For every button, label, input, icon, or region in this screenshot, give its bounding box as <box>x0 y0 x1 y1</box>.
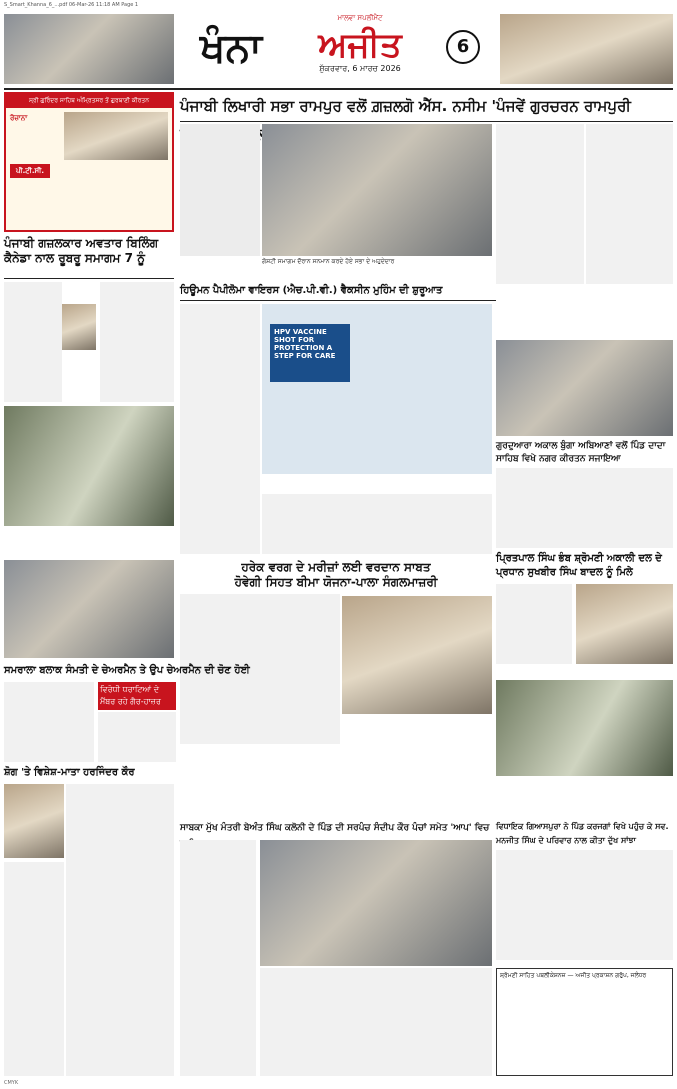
billing-headline: ਪੰਜਾਬੀ ਗਜ਼ਲਕਾਰ ਅਵਤਾਰ ਬਿਲਿੰਗ ਕੈਨੇਡਾ ਨਾਲ ਰੂਬਰੂ ਸਮਾਗਮ 7 ਨੂੰ <box>4 236 159 265</box>
hpv-rule <box>180 300 496 301</box>
masthead-right-photo <box>500 14 673 84</box>
pritpal-headline: ਪ੍ਰਿਤਪਾਲ ਸਿੰਘ ਭੰਬ ਸ਼੍ਰੋਮਣੀ ਅਕਾਲੀ ਦਲ ਦੇ ਪ੍ਰਧਾਨ ਸੁਖਬੀਰ ਸਿੰਘ ਬਾਦਲ ਨੂੰ ਮਿਲੇ <box>496 553 662 578</box>
pritpal-body <box>496 584 572 664</box>
ad-label: ਪੀ.ਟੀ.ਸੀ. <box>10 164 50 178</box>
main-article-col-4 <box>586 124 673 284</box>
samrala-red-box: ਵਿਰੋਧੀ ਧਰਾਟਿਆਂ ਦੇ ਮੈਂਬਰ ਰਹੇ ਗੈਰ-ਹਾਜ਼ਰ <box>98 682 176 710</box>
left-group-photo-2 <box>4 560 174 658</box>
obituary-headline: ਸ਼ੋਗ 'ਤੇ ਵਿਸ਼ੇਸ਼-ਮਾਤਾ ਹਰਜਿੰਦਰ ਕੌਰ <box>4 767 135 778</box>
billing-col-1 <box>4 282 62 402</box>
left-photo-caption <box>4 528 174 556</box>
left-group-photo <box>4 406 174 526</box>
billing-col-2 <box>100 282 174 402</box>
billing-portrait <box>62 304 96 350</box>
masthead-small-label: ਮਾਲਵਾ ਸਪਲੀਮੈਂਟ <box>337 14 383 22</box>
file-info-strip: S_Smart_Khanna_6_...pdf 06-Mar-26 11:18 AM Page 1 <box>4 2 139 8</box>
main-article-photo <box>262 124 492 256</box>
mla-headline <box>496 820 673 848</box>
gurdwara-headline: ਗੁਰਦੁਆਰਾ ਅਕਾਲ ਬੁੰਗਾ ਅਬਿਆਣਾਂ ਵਲੋਂ ਪਿੰਡ ਦਾਦਾ ਸਾਹਿਬ ਵਿਖੇ ਨਗਰ ਕੀਰਤਨ ਸਜਾਇਆ <box>496 441 666 464</box>
ad-body <box>10 182 168 226</box>
hpv-banner: HPV VACCINE SHOT FOR PROTECTION A STEP FOR CARE <box>270 324 350 382</box>
masthead-city-title: ਖੰਨਾ <box>200 25 262 71</box>
footer-box: ਸ਼੍ਰੋਮਣੀ ਸਾਹਿਤ ਪਬਲੀਕੇਸ਼ਨਜ਼ — ਅਜੀਤ ਪ੍ਰਕਾਸ਼ਨ ਗਰੁੱਪ, ਜਲੰਧਰ <box>496 968 673 1076</box>
ptc-ad-box <box>4 92 174 232</box>
bottom-strip: CMYK <box>4 1080 19 1086</box>
samrala-headline: ਸਮਰਾਲਾ ਬਲਾਕ ਸੰਮਤੀ ਦੇ ਚੇਅਰਮੈਨ ਤੇ ਉਪ ਚੇਅਰਮੈਨ ਦੀ ਚੋਣ ਹੋਈ <box>4 665 250 676</box>
obituary-body <box>66 784 174 1076</box>
samrala-col-2 <box>98 712 176 762</box>
insurance-photo <box>342 596 492 714</box>
pritpal-photo-2 <box>496 680 673 776</box>
hpv-headline: ਹਿਊਮਨ ਪੈਪੀਲੋਮਾ ਵਾਇਰਸ (ਐਚ.ਪੀ.ਵੀ.) ਵੈਕਸੀਨ ਮੁਹਿੰਮ ਦੀ ਸ਼ੁਰੂਆਤ <box>180 285 443 296</box>
hpv-col-1 <box>180 304 260 554</box>
gurdwara-body <box>496 468 673 548</box>
ad-title: ਸ੍ਰੀ ਗੁਰਿੰਦਰ ਸਾਹਿਬ ਅੰਮ੍ਰਿਤਸਰ ਤੋਂ ਗੁਰਬਾਣੀ ਕੀਰਤਨ <box>6 94 172 108</box>
aap-headline: ਸਾਬਕਾ ਮੁੱਖ ਮੰਤਰੀ ਬੇਅੰਤ ਸਿੰਘ ਕਲੋਨੀ ਦੇ ਪਿੰਡ ਦੀ ਸਰਪੰਚ ਸੰਦੀਪ ਕੌਰ ਪੰਚਾਂ ਸਮੇਤ 'ਆਪ' ਵਿਚ <box>180 823 490 833</box>
hpv-caption <box>262 476 492 492</box>
main-headline-rule <box>180 121 673 122</box>
right-event-photo <box>496 340 673 436</box>
aap-photo <box>260 840 492 966</box>
insurance-headline-line2: ਹੋਵੇਗੀ ਸਿਹਤ ਬੀਮਾ ਯੋਜਨਾ-ਪਾਲਾ ਸੰਗਲਮਾਜ਼ਰੀ <box>234 575 438 589</box>
main-article-col-1 <box>180 124 260 256</box>
masthead-rule <box>4 88 673 90</box>
masthead-brand: ਅਜੀਤ <box>318 25 402 65</box>
main-photo-caption: ਗੋਸ਼ਟੀ ਸਮਾਗਮ ਦੌਰਾਨ ਸਨਮਾਨ ਕਰਦੇ ਹੋਏ ਸਭਾ ਦੇ ਅਹੁਦੇਦਾਰ <box>262 258 395 265</box>
insurance-caption <box>342 716 492 746</box>
main-article-col-3 <box>496 124 584 284</box>
insurance-headline <box>180 560 492 590</box>
ad-line: ਰੋਜ਼ਾਨਾ <box>10 114 28 122</box>
golden-temple-photo <box>64 112 168 160</box>
aap-body <box>260 968 492 1076</box>
page-number-badge: 6 <box>446 30 480 64</box>
hpv-photo <box>262 304 492 474</box>
samrala-col-1 <box>4 682 94 762</box>
masthead-date: ਸ਼ੁੱਕਰਵਾਰ, 6 ਮਾਰਚ 2026 <box>319 64 401 73</box>
mla-headline-line2: ਮਨਜੀਤ ਸਿੰਘ ਦੇ ਪਰਿਵਾਰ ਨਾਲ ਕੀਤਾ ਦੁੱਖ ਸਾਂਝਾ <box>496 836 636 845</box>
aap-col-1 <box>180 840 256 1076</box>
mla-body <box>496 850 673 960</box>
billing-rule <box>4 278 174 279</box>
obituary-portrait <box>4 784 64 858</box>
main-headline: ਪੰਜਾਬੀ ਲਿਖਾਰੀ ਸਭਾ ਰਾਮਪੁਰ ਵਲੋਂ ਗ਼ਜ਼ਲਗੋ ਐੱਸ. ਨਸੀਮ 'ਪੰਜਵੇਂ ਗੁਰਚਰਨ ਰਾਮਪੁਰੀ <box>180 97 631 115</box>
insurance-headline-line1: ਹਰੇਕ ਵਰਗ ਦੇ ਮਰੀਜ਼ਾਂ ਲਈ ਵਰਦਾਨ ਸਾਬਤ <box>241 560 431 574</box>
mla-headline-line1: ਵਿਧਾਇਕ ਗਿਆਸਪੁਰਾ ਨੇ ਪਿੰਡ ਕਰਜਗਾਂ ਵਿਖੇ ਪਹੁੰਚ ਕੇ ਸਵ. <box>496 822 669 831</box>
masthead-left-photo <box>4 14 174 84</box>
pritpal-photo <box>576 584 673 664</box>
hpv-body-bottom <box>262 494 492 554</box>
obituary-body-2 <box>4 862 64 1076</box>
